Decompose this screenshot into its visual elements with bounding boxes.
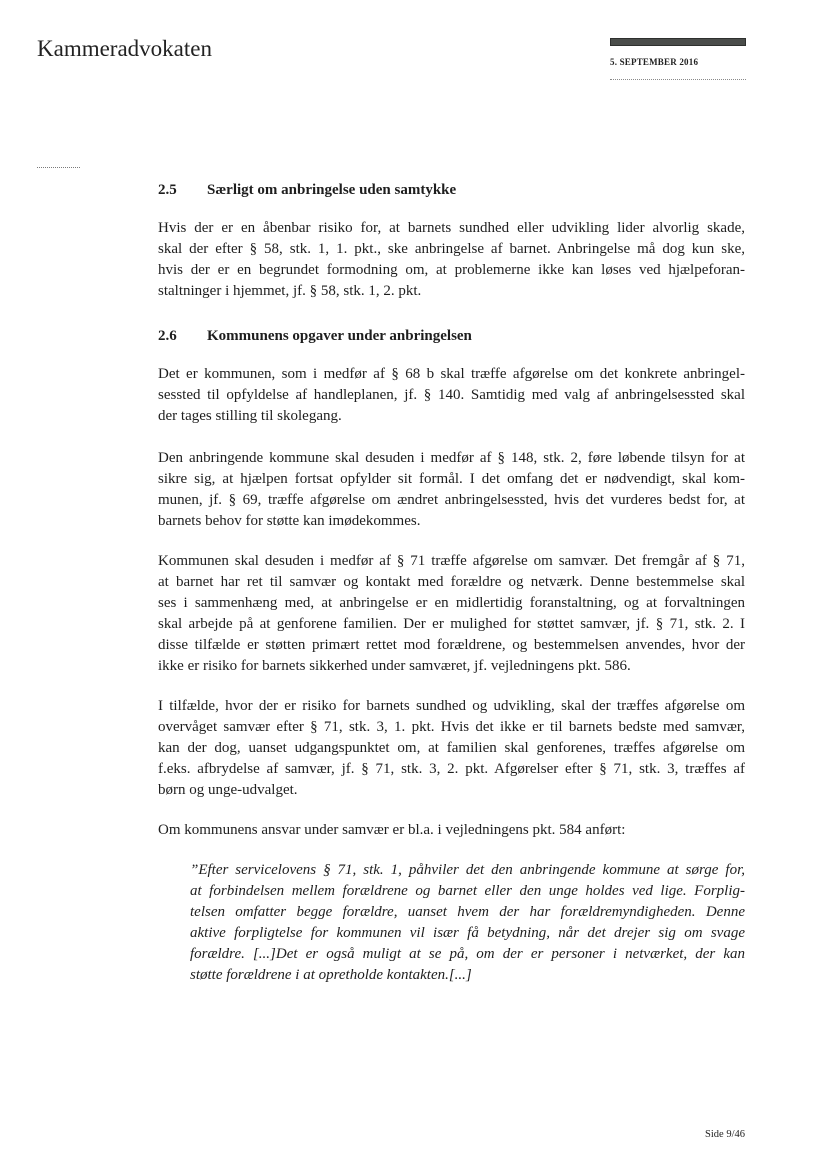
- quote-line: aktive forpligtelse for kommunen vil især få betydning, når det drejer sig om svage: [190, 925, 745, 941]
- section-heading: [158, 326, 745, 347]
- paragraph: [158, 364, 745, 427]
- block-quote: [190, 860, 745, 986]
- paragraph-line: kan der dog, uanset udgangspunktet om, at familien skal genforenes, træffes afgørelse om: [158, 740, 745, 756]
- paragraph-line: ikke er risiko for barnets sikkerhed under samværet, jf. vejledningens pkt. 586.: [158, 658, 631, 674]
- quote-line: telsen omfatter begge forældre, uanset hvem der har forældremyndigheden. Denne: [190, 904, 745, 920]
- paragraph-line: Det er kommunen, som i medfør af § 68 b skal træffe afgørelse om det konkrete anbringel-: [158, 366, 745, 382]
- paragraph-line: sessted til opfyldelse af handleplanen, jf. § 140. Samtidig med valg af anbringelsessted skal: [158, 387, 745, 403]
- section-number: 2.6: [158, 328, 177, 344]
- paragraph-line: hvis der er en begrundet formodning om, at problemerne ikke kan løses ved hjælpeforan-: [158, 262, 745, 278]
- section-title: Særligt om anbringelse uden samtykke: [207, 182, 457, 198]
- page-number: Side 9/46: [705, 1129, 745, 1140]
- paragraph-line: sikre sig, at hjælpen fortsat opfylder sit formål. I det omfang det er nødvendigt, skal kom-: [158, 471, 745, 487]
- header-bar: [610, 38, 746, 46]
- paragraph-line: disse tilfælde er støtten primært rettet mod forældrene, og bestemmelsen anvendes, hvor der: [158, 637, 745, 653]
- section-title: Kommunens opgaver under anbringelsen: [207, 328, 472, 344]
- paragraph-line: børn og unge-udvalget.: [158, 782, 298, 798]
- paragraph-line: skal der efter § 58, stk. 1, 1. pkt., ske anbringelse af barnet. Anbringelse må dog kun ske,: [158, 241, 745, 257]
- paragraph-line: barnets behov for støtte kan imødekommes.: [158, 513, 421, 529]
- paragraph: [158, 696, 745, 801]
- section-heading: [158, 180, 745, 201]
- paragraph-line: I tilfælde, hvor der er risiko for barnets sundhed og udvikling, skal der træffes afgørelse om: [158, 698, 745, 714]
- quote-line: ”Efter servicelovens § 71, stk. 1, påhviler det den anbringende kommune at sørge for,: [190, 862, 745, 878]
- paragraph-line: munen, jf. § 69, træffe afgørelse om ændret anbringelsessted, hvis det vurderes bedst for, at: [158, 492, 745, 508]
- quote-line: forældre. [...]Det er også muligt at se på, om der er personer i netværket, der kan: [190, 946, 745, 962]
- paragraph-line: overvåget samvær efter § 71, stk. 3, 1. pkt. Hvis det ikke er til barnets bedste med samvær,: [158, 719, 745, 735]
- paragraph-line: Om kommunens ansvar under samvær er bl.a. i vejledningens pkt. 584 anført:: [158, 822, 626, 838]
- header-dotted-rule: [610, 79, 746, 80]
- section-number: 2.5: [158, 182, 177, 198]
- paragraph: [158, 448, 745, 532]
- paragraph-line: staltninger i hjemmet, jf. § 58, stk. 1, 2. pkt.: [158, 283, 422, 299]
- paragraph: [158, 820, 745, 841]
- header-date: 5. SEPTEMBER 2016: [610, 57, 699, 67]
- paragraph-line: Kommunen skal desuden i medfør af § 71 træffe afgørelse om samvær. Det fremgår af § 71,: [158, 553, 745, 569]
- paragraph-line: Hvis der er en åbenbar risiko for, at barnets sundhed eller udvikling lider alvorlig skade,: [158, 220, 745, 236]
- paragraph: [158, 218, 745, 302]
- margin-dotted-rule: [37, 167, 80, 168]
- paragraph-line: ses i sammenhæng med, at anbringelse er en midlertidig foranstaltning, og at forvaltningen: [158, 595, 745, 611]
- paragraph-line: Den anbringende kommune skal desuden i medfør af § 148, stk. 2, føre løbende tilsyn for at: [158, 450, 745, 466]
- paragraph: [158, 551, 745, 677]
- paragraph-line: f.eks. afbrydelse af samvær, jf. § 71, stk. 3, 2. pkt. Afgørelser efter § 71, stk. 3, træffes af: [158, 761, 745, 777]
- brand-name: Kammeradvokaten: [37, 36, 212, 61]
- paragraph-line: skal arbejde på at genforene familien. Der er mulighed for støttet samvær, jf. § 71, stk. 2. I: [158, 616, 745, 632]
- paragraph-line: der tages stilling til skolegang.: [158, 408, 342, 424]
- paragraph-line: at barnet har ret til samvær og kontakt med forældre og netværk. Denne bestemmelse skal: [158, 574, 745, 590]
- quote-line: at forbindelsen mellem forældrene og barnet eller den unge holdes ved lige. Forplig-: [190, 883, 745, 899]
- quote-line: støtte forældrene i at opretholde kontakten.[...]: [190, 967, 472, 983]
